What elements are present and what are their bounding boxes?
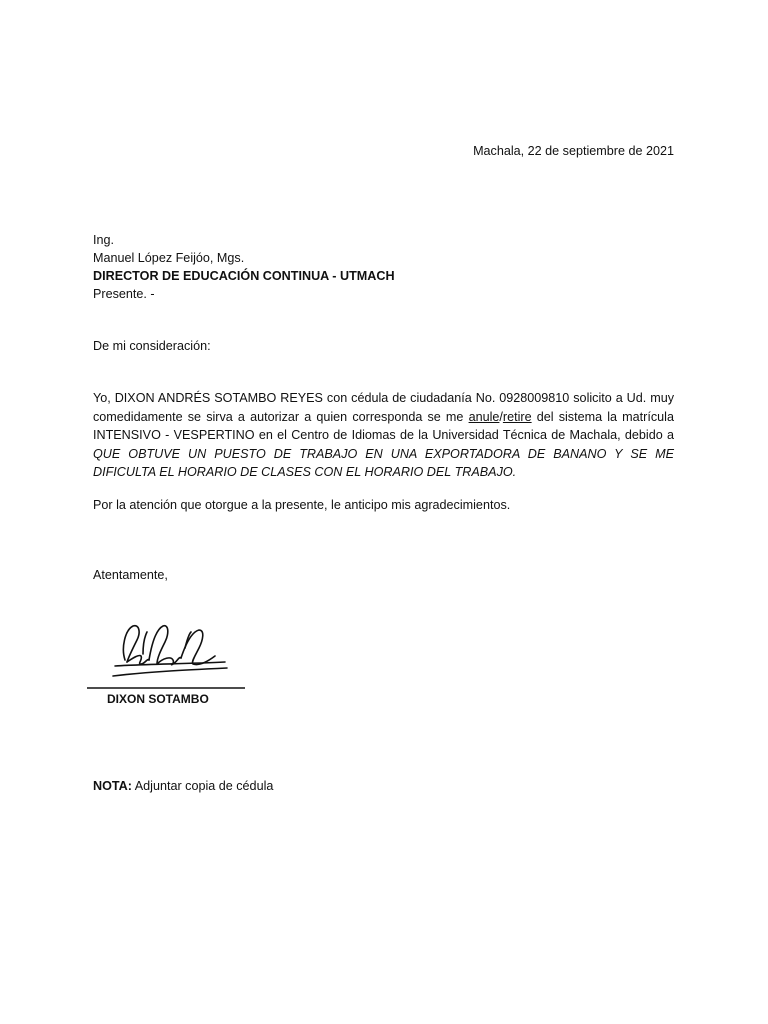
note-text: Adjuntar copia de cédula <box>131 779 274 793</box>
option-anule: anule <box>468 409 500 424</box>
letter-date: Machala, 22 de septiembre de 2021 <box>473 144 674 158</box>
greeting: De mi consideración: <box>93 339 211 353</box>
option-retire: retire <box>502 409 532 424</box>
thanks-paragraph: Por la atención que otorgue a la presente, le anticipo mis agradecimientos. <box>93 498 511 512</box>
note <box>93 777 273 795</box>
recipient-position: DIRECTOR DE EDUCACIÓN CONTINUA - UTMACH <box>93 269 395 283</box>
closing: Atentamente, <box>93 568 168 582</box>
recipient-block <box>93 231 395 303</box>
handwritten-signature <box>85 618 250 696</box>
option-separator: / <box>499 409 503 424</box>
recipient-title: Ing. <box>93 233 115 247</box>
signer-name: DIXON SOTAMBO <box>107 692 209 706</box>
recipient-name: Manuel López Feijóo, Mgs. <box>93 251 245 265</box>
withdrawal-reason: QUE OBTUVE UN PUESTO DE TRABAJO EN UNA EXPORTADORA DE BANANO Y SE ME DIFICULTA EL HORARIO DE CLASES CON EL HORARIO DEL TRABAJO. <box>93 446 674 479</box>
body-text-start: Yo, DIXON ANDRÉS SOTAMBO REYES con cédula de ciudadanía No. 0928009810 solicito a Ud. muy comedidamente se sirva a autorizar a quien corresponda se me <box>93 391 674 424</box>
body-paragraph <box>93 389 674 482</box>
recipient-presente: Presente. - <box>93 287 155 301</box>
body-text-middle: del sistema la matrícula INTENSIVO - VESPERTINO en el Centro de Idiomas de la Universidad Técnica de Machala, debido a <box>93 409 674 442</box>
note-label: NOTA: <box>93 779 132 793</box>
